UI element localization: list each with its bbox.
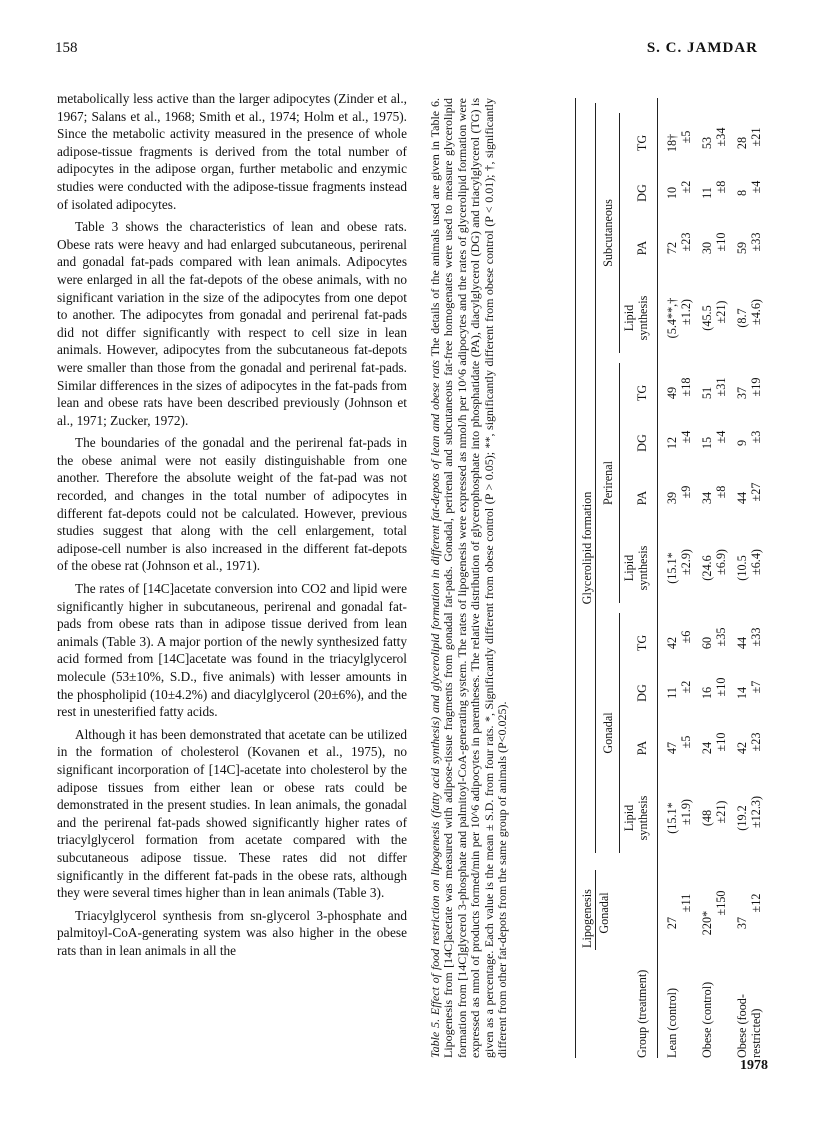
rotated-table-region <box>425 88 770 1068</box>
header-subcol: DG <box>635 684 649 702</box>
table-value: 60 <box>700 636 714 650</box>
table-sd: ±33 <box>749 232 763 252</box>
table-sd: ±21) <box>714 300 728 324</box>
lipogenesis-sd: ±150 <box>714 890 728 916</box>
table-sd: ±5 <box>679 130 693 144</box>
table-value: 24 <box>700 741 714 755</box>
table-sd: ±3 <box>749 430 763 444</box>
row-group-label: Lean (control) <box>665 987 679 1058</box>
table-value: (10.5 <box>735 555 749 581</box>
table-caption-text: The details of the animals used are given in Table 6. Lipogenesis from [14C]acetate was measured with adipose-tissue fragments from gonadal fat-pads. Gonadal, perirenal and subcutaneous fat-free homogenates were used to measure glycerolipid formation from [14C]glycerol 3-phosphate and palmitoyl-CoA-generating system. The rates of lipogenesis were expressed as nmol/h per 10^6 adipocytes and the rates of glycerolipid formation were expressed as nmol of products formed/min per 10^6 adipocytes in parentheses. The relative distribution of glycerophosphate into phosphatidate (PA), diacylglycerol (DG) and triacylglycerol (TG) is given as a percentage. Each value is the mean ± S.D. from four rats. *, Significantly different from obese control (P > 0.05); **, significantly different from obese control (P < 0.01); †, significantly different from other fat-depots from the same group of animals (P<0.025). <box>428 98 510 1058</box>
table-value: 47 <box>665 741 679 755</box>
table-value: 30 <box>700 241 714 255</box>
table-sd: ±4 <box>679 430 693 444</box>
table-value: 10 <box>665 186 679 200</box>
table-sd: ±12.3) <box>749 795 763 829</box>
table-sd: ±4 <box>749 180 763 194</box>
header-subcol: TG <box>635 384 649 402</box>
table-sd: ±2 <box>679 180 693 194</box>
header-subcol: Lipid synthesis <box>622 295 650 341</box>
table-value: 42 <box>665 636 679 650</box>
table-sd: ±10 <box>714 677 728 697</box>
table-value: 72 <box>665 241 679 255</box>
header-subcol: PA <box>635 240 649 256</box>
header-lipogenesis: Lipogenesis <box>580 889 594 948</box>
header-group: Group (treatment) <box>635 969 649 1058</box>
table-value: 39 <box>665 491 679 505</box>
lipogenesis-sd: ±11 <box>679 893 693 913</box>
table-sd: ±21 <box>749 127 763 147</box>
body-paragraph: Although it has been demonstrated that acetate can be utilized in the formation of cholesterol (Kovanen et al., 1975), no significant incorporation of [14C]-acetate into cholesterol by the adipose tissues from either lean or obese rats could be demonstrated in the present studies. In lean animals, the gonadal and the perirenal fat-pads showed significantly higher rates of triacylglycerol formation from acetate compared with the subcutaneous adipose tissue. These rates did not differ significantly in the different fat-pads in the obese rats, although they were several times higher than in lean animals (Table 3). <box>57 726 407 901</box>
table-sd: ±6.9) <box>714 549 728 575</box>
table-sd: ±1.9) <box>679 799 693 825</box>
table-value: 9 <box>735 439 749 447</box>
running-head-author: S. C. JAMDAR <box>646 40 758 56</box>
table-value: 42 <box>735 741 749 755</box>
table-sd: ±5 <box>679 735 693 749</box>
header-subcol: Lipid synthesis <box>622 545 650 591</box>
table-top-rule <box>575 98 576 1058</box>
table-caption <box>429 98 509 1058</box>
table-value: 34 <box>700 491 714 505</box>
table-sd: ±10 <box>714 732 728 752</box>
table-value: 49 <box>665 386 679 400</box>
header-subcol: TG <box>635 134 649 152</box>
table-sd: ±6.4) <box>749 549 763 575</box>
header-subcol: Lipid synthesis <box>622 795 650 841</box>
table-value: 44 <box>735 636 749 650</box>
lipogenesis-value: 220* <box>700 910 714 936</box>
table-value: 11 <box>700 187 714 199</box>
header-depot: Perirenal <box>601 461 615 505</box>
table-value: (45.5 <box>700 305 714 331</box>
table-sd: ±2.9) <box>679 549 693 575</box>
header-subcol: DG <box>635 184 649 202</box>
body-paragraph: The boundaries of the gonadal and the perirenal fat-pads in the obese animal were not easily distinguishable from one another. Therefore the absolute weight of the fat-pad was not recorded, and changes in the total number of adipocytes in different fat-depots could not be calculated. However, previous studies suggest that along with the cell enlargement, total adipose-cell number is also increased in the different fat-depots of the obese rat (Johnson et al., 1971). <box>57 435 407 574</box>
table-value: (5.4**,† <box>665 297 679 339</box>
table-sd: ±7 <box>749 680 763 694</box>
table-5 <box>425 88 770 1068</box>
body-paragraph: Triacylglycerol synthesis from sn-glycerol 3-phosphate and palmitoyl-CoA-generating system was also higher in the obese rats than in lean animals in all the <box>57 907 407 958</box>
footer-year: 1978 <box>740 1058 768 1073</box>
header-lipogenesis-gonadal: Gonadal <box>597 892 611 934</box>
lipogenesis-value: 37 <box>735 916 749 930</box>
table-sd: ±31 <box>714 377 728 397</box>
header-subcol: DG <box>635 434 649 452</box>
table-sd: ±10 <box>714 232 728 252</box>
table-value: 53 <box>700 136 714 150</box>
table-value: (15.1* <box>665 802 679 834</box>
lipogenesis-value: 27 <box>665 916 679 930</box>
table-sd: ±8 <box>714 180 728 194</box>
table-sd: ±19 <box>749 377 763 397</box>
body-paragraph: Table 3 shows the characteristics of lean and obese rats. Obese rats were heavy and had enlarged subcutaneous, perirenal and gonadal fat-pads compared with lean animals. Adipocytes were enlarged in all the fat-depots of the obese animals, with no significant variation in the size of the adipocytes from one depot to another. The adipocytes from gonadal and perirenal fat-pads did not differ significantly with respect to cell size in lean animals. However, adipocytes from the subcutaneous fat-depots were smaller than those from the gonadal and perirenal fat-pads. Similar differences in the sizes of adipocytes in the fat-pads from lean and obese rats have been described previously (Johnson et al., 1971; Zucker, 1972). <box>57 219 407 428</box>
table-value: 11 <box>665 687 679 699</box>
table-value: 44 <box>735 491 749 505</box>
lipogenesis-sd: ±12 <box>749 893 763 913</box>
table-value: (19.2 <box>735 805 749 831</box>
page-number: 158 <box>55 40 78 56</box>
header-depot: Gonadal <box>601 712 615 754</box>
table-value: (24.6 <box>700 555 714 581</box>
table-value: 12 <box>665 436 679 450</box>
table-value: 28 <box>735 136 749 150</box>
header-depot: Subcutaneous <box>601 199 615 267</box>
table-sd: ±23 <box>749 732 763 752</box>
header-subcol: PA <box>635 490 649 506</box>
table-sd: ±6 <box>679 630 693 644</box>
body-text-column <box>57 90 407 965</box>
header-bottom-rule <box>657 98 658 1058</box>
depot-rule <box>619 613 620 853</box>
table-value: 18† <box>665 133 679 153</box>
table-title: Table 5. Effect of food restriction on lipogenesis (fatty acid synthesis) and glycerolipid formation in different fat-depots of lean and obese rats <box>428 360 442 1058</box>
header-subcol: PA <box>635 740 649 756</box>
table-sd: ±21) <box>714 800 728 824</box>
table-sd: ±8 <box>714 485 728 499</box>
table-sd: ±33 <box>749 627 763 647</box>
table-value: 15 <box>700 436 714 450</box>
table-sd: ±27 <box>749 482 763 502</box>
table-value: 51 <box>700 386 714 400</box>
table-sd: ±18 <box>679 377 693 397</box>
header-glycerolipid: Glycerolipid formation <box>580 491 594 605</box>
table-sd: ±9 <box>679 485 693 499</box>
table-value: 59 <box>735 241 749 255</box>
header-subcol: TG <box>635 634 649 652</box>
table-sd: ±23 <box>679 232 693 252</box>
row-group-label: Obese (food-restricted) <box>735 994 763 1058</box>
table-value: (48 <box>700 809 714 827</box>
depot-rule <box>619 363 620 603</box>
table-sd: ±2 <box>679 680 693 694</box>
row-group-label: Obese (control) <box>700 981 714 1058</box>
table-value: 16 <box>700 686 714 700</box>
depot-rule <box>619 113 620 353</box>
table-value: (8.7 <box>735 308 749 328</box>
table-sd: ±35 <box>714 627 728 647</box>
table-sd: ±4.6) <box>749 299 763 325</box>
body-paragraph: metabolically less active than the larger adipocytes (Zinder et al., 1967; Salans et al., 1968; Smith et al., 1974; Holm et al., 1975). Since the metabolic activity measured in the presence of whole adipose-tissue fragments is derived from the total number of adipocytes in the adipose organ, further metabolic and enzymic studies were conducted with the adipose-tissue fragments instead of isolated adipocytes. <box>57 91 407 212</box>
table-value: 37 <box>735 386 749 400</box>
lipogenesis-rule <box>595 870 596 950</box>
table-sd: ±1.2) <box>679 299 693 325</box>
table-sd: ±4 <box>714 430 728 444</box>
table-value: 8 <box>735 189 749 197</box>
glycerolipid-rule <box>595 103 596 853</box>
table-sd: ±34 <box>714 127 728 147</box>
body-paragraph: The rates of [14C]acetate conversion into CO2 and lipid were significantly higher in subcutaneous, perirenal and gonadal fat-pads from obese rats than in adipose tissue derived from lean animals (Table 3). A major portion of the newly synthesized fatty acid formed from [14C]acetate was found in the triacylglycerol molecule (53±10%, S.D., five animals) with lesser amounts in the phospholipid (10±4.2%) and diacylglycerol (20±6%), and the rest in unesterified fatty acids. <box>57 581 407 720</box>
table-value: (15.1* <box>665 552 679 584</box>
table-value: 14 <box>735 686 749 700</box>
